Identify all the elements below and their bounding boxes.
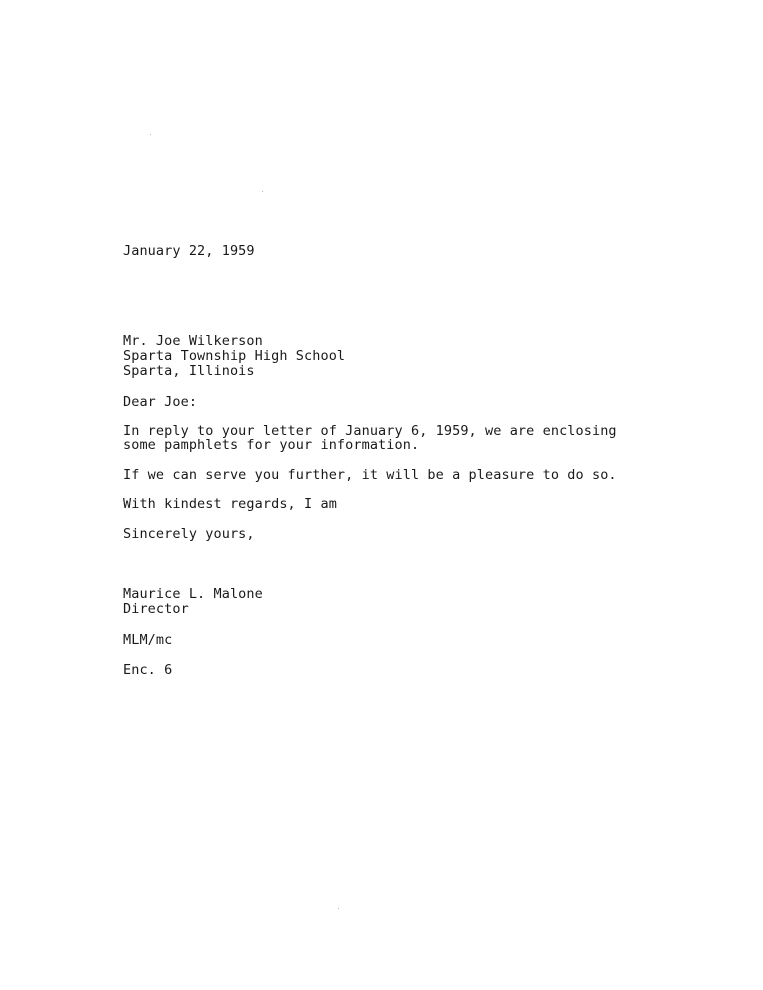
paper-speck (338, 908, 339, 909)
reference-initials: MLM/mc (123, 632, 173, 648)
recipient-name: Mr. Joe Wilkerson (123, 333, 263, 349)
body-paragraph-2: If we can serve you further, it will be a pleasure to do so. (123, 467, 617, 483)
paper-speck (262, 191, 263, 192)
recipient-location: Sparta, Illinois (123, 363, 255, 379)
letter-date: January 22, 1959 (123, 243, 255, 259)
body-paragraph-1-line-1: In reply to your letter of January 6, 1959, we are enclosing (123, 423, 617, 439)
body-paragraph-3: With kindest regards, I am (123, 496, 337, 512)
closing: Sincerely yours, (123, 526, 255, 542)
recipient-organization: Sparta Township High School (123, 348, 346, 364)
salutation: Dear Joe: (123, 394, 198, 410)
body-paragraph-1-line-2: some pamphlets for your information. (123, 437, 420, 453)
signature-name: Maurice L. Malone (123, 586, 263, 602)
signature-title: Director (123, 601, 189, 617)
paper-speck (150, 134, 151, 135)
enclosure-note: Enc. 6 (123, 662, 173, 678)
